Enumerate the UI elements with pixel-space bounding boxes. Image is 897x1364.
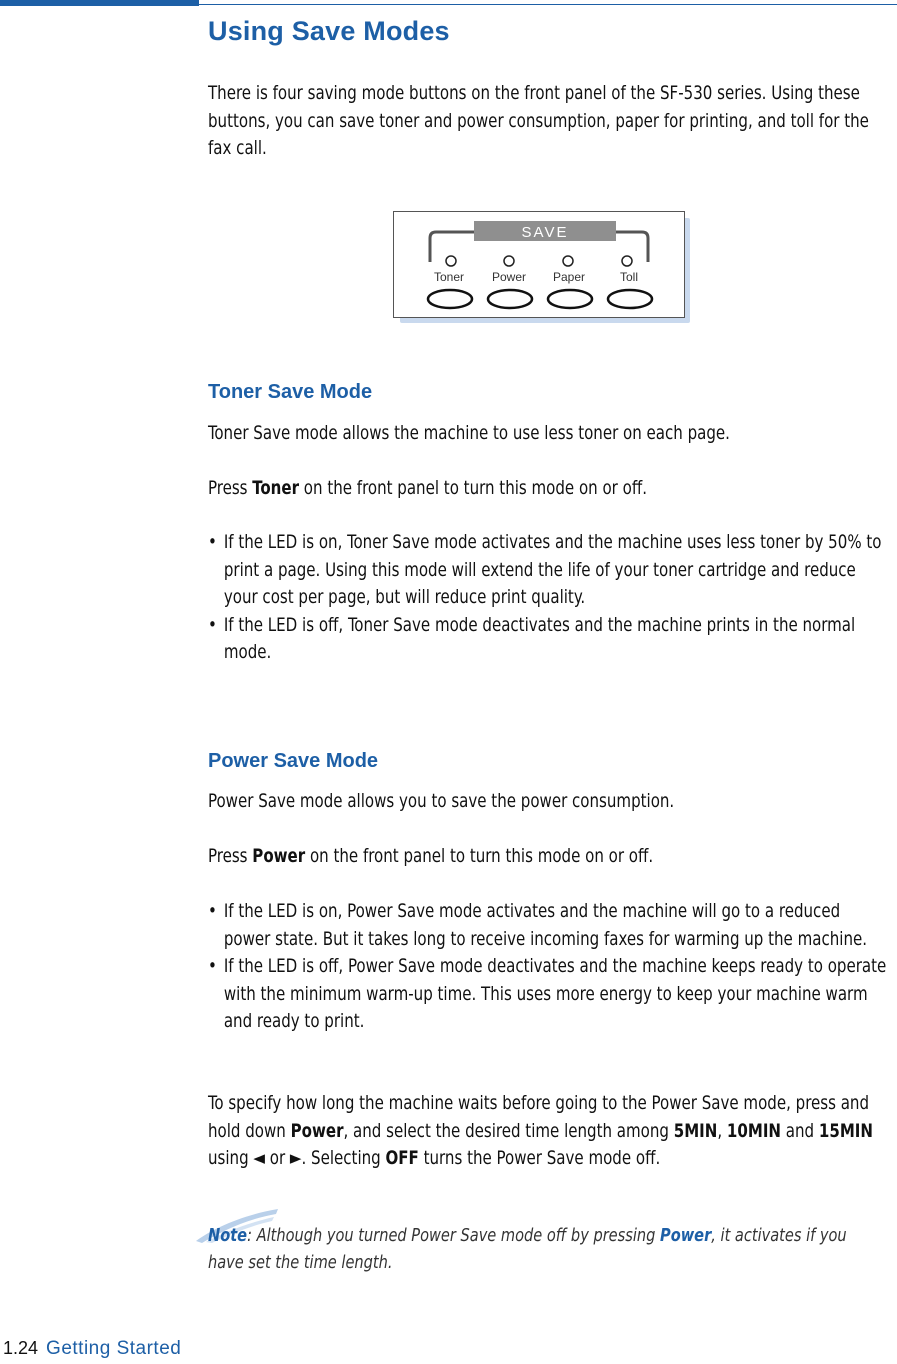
- toner-led-icon: [446, 256, 456, 266]
- toner-save-desc: Toner Save mode allows the machine to use less toner on each page.: [208, 422, 730, 444]
- toner-button-label: Toner: [433, 270, 465, 284]
- save-panel-illustration: [393, 211, 685, 318]
- paper-button: [548, 290, 592, 308]
- intro-paragraph: There is four saving mode buttons on the front panel of the SF-530 series. Using these buttons, you can save toner and power consumption, paper for printing, and toll for the fax call.: [208, 82, 869, 159]
- save-label: SAVE: [521, 224, 569, 241]
- toner-key: Toner: [252, 477, 300, 499]
- note-label: Note: [208, 1225, 248, 1246]
- toner-press-line: Press Toner on the front panel to turn this mode on or off.: [208, 477, 647, 499]
- list-item: • If the LED is off, Power Save mode deactivates and the machine keeps ready to operate with the minimum warm-up time. This uses more energy to keep your machine warm and ready to print.: [208, 955, 887, 1032]
- header-rule: [199, 4, 897, 5]
- power-save-desc: Power Save mode allows you to save the power consumption.: [208, 790, 675, 812]
- toner-button: [428, 290, 472, 308]
- toner-bullets: [208, 529, 888, 667]
- list-item: • If the LED is off, Toner Save mode deactivates and the machine prints in the normal mode.: [208, 613, 856, 663]
- header-accent-bar: [0, 0, 199, 6]
- toner-save-section: [208, 420, 888, 448]
- power-save-section: [208, 788, 888, 816]
- page-number: 1.24: [3, 1338, 39, 1358]
- paper-led-icon: [563, 256, 573, 266]
- power-key: Power: [252, 845, 306, 867]
- power-press-line: Press Power on the front panel to turn this mode on or off.: [208, 845, 654, 867]
- power-button-label: Power: [491, 270, 527, 284]
- list-item: • If the LED is on, Toner Save mode activates and the machine uses less toner by 50% to print a page. Using this mode will extend the life of your toner cartridge and reduce your cost per page, but will reduce print quality.: [208, 531, 882, 608]
- note-text: Note: Although you turned Power Save mode off by pressing Power, it activates if you have set the time length.: [208, 1225, 847, 1273]
- page-title: Using Save Modes: [208, 16, 450, 46]
- section-name: Getting Started: [46, 1338, 182, 1359]
- page-footer: [3, 1338, 181, 1360]
- power-bullets: [208, 898, 888, 1036]
- list-item: • If the LED is on, Power Save mode activates and the machine will go to a reduced power state. But it takes long to receive incoming faxes for warming up the machine.: [208, 900, 868, 950]
- power-save-heading: Power Save Mode: [208, 750, 379, 772]
- power-button: [488, 290, 532, 308]
- power-led-icon: [504, 256, 514, 266]
- toner-save-heading: Toner Save Mode: [208, 381, 373, 403]
- toll-button: [608, 290, 652, 308]
- power-specify-paragraph: To specify how long the machine waits before going to the Power Save mode, press and hold down Power, and select the desired time length among 5MIN, 10MIN and 15MIN using ◄ or ►. Selecting OFF turns the Power Save mode off.: [208, 1092, 873, 1169]
- paper-button-label: Paper: [552, 270, 586, 284]
- toll-led-icon: [622, 256, 632, 266]
- toll-button-label: Toll: [619, 270, 639, 284]
- save-panel-svg: [394, 212, 684, 317]
